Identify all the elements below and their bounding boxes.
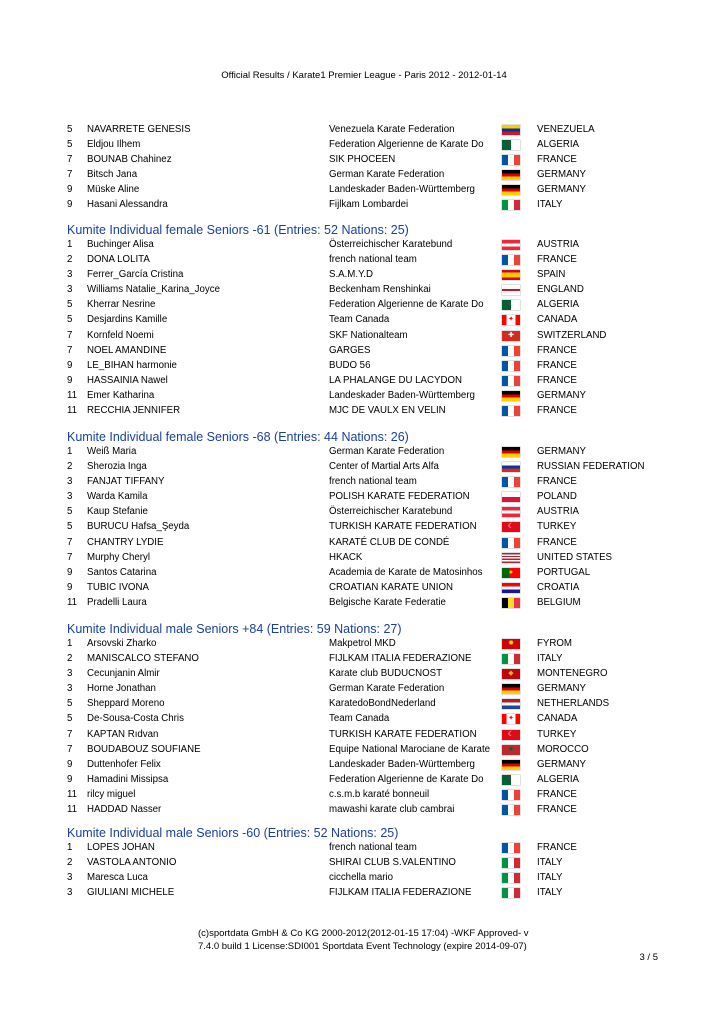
- algeria-flag-icon: ☾: [502, 140, 520, 150]
- rank-cell: 9: [67, 566, 73, 578]
- athlete-name: Sheppard Moreno: [87, 698, 165, 710]
- result-row: [67, 237, 667, 252]
- france-flag-icon: [502, 805, 520, 815]
- athlete-name: CHANTRY LYDIE: [87, 536, 164, 548]
- athlete-name: BOUNAB Chahinez: [87, 154, 172, 166]
- france-flag-icon: [502, 376, 520, 386]
- athlete-name: Santos Catarina: [87, 566, 157, 578]
- club-name: MJC DE VAULX EN VELIN: [329, 405, 446, 417]
- athlete-name: Pradelli Laura: [87, 596, 147, 608]
- rank-cell: 1: [67, 842, 73, 853]
- italy-flag-icon: [502, 858, 520, 868]
- country-name: ITALY: [537, 857, 563, 869]
- france-flag-icon: [502, 843, 520, 853]
- country-name: FRANCE: [537, 254, 577, 266]
- country-name: FRANCE: [537, 344, 577, 356]
- athlete-name: Horne Jonathan: [87, 683, 156, 695]
- result-row: [67, 772, 667, 787]
- france-flag-icon: [502, 361, 520, 371]
- club-name: c.s.m.b karaté bonneuil: [329, 788, 430, 800]
- rank-cell: 9: [67, 359, 73, 371]
- result-row: [67, 636, 667, 651]
- rank-cell: 7: [67, 344, 73, 356]
- switzerland-flag-icon: ✚: [502, 331, 520, 341]
- portugal-flag-icon: ●: [502, 568, 520, 578]
- athlete-name: NAVARRETE GENESIS: [87, 124, 191, 135]
- athlete-name: Arsovski Zharko: [87, 638, 157, 649]
- result-row: [67, 504, 667, 519]
- athlete-name: Eldjou Ilhem: [87, 139, 141, 151]
- athlete-name: Williams Natalie_Karina_Joyce: [87, 284, 220, 296]
- algeria-flag-icon: ☾: [502, 300, 520, 310]
- country-name: FRANCE: [537, 405, 577, 417]
- club-name: french national team: [329, 476, 417, 488]
- austria-flag-icon: [502, 240, 520, 250]
- results-section: [67, 826, 667, 900]
- result-row: [67, 297, 667, 312]
- result-row: [67, 373, 667, 388]
- results-section: [67, 122, 667, 213]
- club-name: Österreichischer Karatebund: [329, 239, 453, 250]
- athlete-name: Warda Kamila: [87, 491, 148, 503]
- club-name: Venezuela Karate Federation: [329, 124, 455, 135]
- rank-cell: 11: [67, 596, 78, 608]
- club-name: KaratedoBondNederland: [329, 698, 436, 710]
- club-name: Makpetrol MKD: [329, 638, 396, 649]
- club-name: TURKISH KARATE FEDERATION: [329, 521, 477, 533]
- results-section: [67, 622, 667, 817]
- country-name: CANADA: [537, 713, 578, 725]
- country-name: GERMANY: [537, 184, 586, 196]
- result-row: [67, 152, 667, 167]
- canada-flag-icon: ✦: [502, 714, 520, 724]
- athlete-name: rilcy miguel: [87, 788, 136, 800]
- country-name: FRANCE: [537, 804, 577, 816]
- montenegro-flag-icon: ◆: [502, 669, 520, 679]
- country-name: AUSTRIA: [537, 239, 579, 250]
- rank-cell: 3: [67, 491, 73, 503]
- club-name: french national team: [329, 842, 417, 853]
- fyrom-flag-icon: ✹: [502, 639, 520, 649]
- club-name: cicchella mario: [329, 872, 394, 884]
- result-row: [67, 651, 667, 666]
- athlete-name: HADDAD Nasser: [87, 804, 162, 816]
- athlete-name: MANISCALCO STEFANO: [87, 653, 199, 665]
- rank-cell: 1: [67, 239, 73, 250]
- club-name: Federation Algerienne de Karate Do: [329, 773, 484, 785]
- spain-flag-icon: [502, 270, 520, 280]
- rank-cell: 2: [67, 254, 73, 266]
- country-name: CANADA: [537, 314, 578, 326]
- country-name: FRANCE: [537, 154, 577, 166]
- france-flag-icon: [502, 255, 520, 265]
- athlete-name: Desjardins Kamille: [87, 314, 168, 326]
- rank-cell: 9: [67, 199, 73, 211]
- athlete-name: Kherrar Nesrine: [87, 299, 156, 311]
- result-row: [67, 802, 667, 817]
- england-flag-icon: [502, 285, 520, 295]
- result-row: [67, 840, 667, 855]
- country-name: NETHERLANDS: [537, 698, 610, 710]
- club-name: SKF Nationalteam: [329, 329, 408, 341]
- country-name: FRANCE: [537, 536, 577, 548]
- country-name: ITALY: [537, 199, 563, 211]
- france-flag-icon: [502, 406, 520, 416]
- rank-cell: 9: [67, 581, 73, 593]
- footer-line-2: 7.4.0 build 1 License:SDI001 Sportdata Event Technology (expire 2014-09-07): [198, 941, 527, 952]
- result-row: [67, 696, 667, 711]
- result-row: [67, 312, 667, 327]
- result-row: [67, 595, 667, 610]
- germany-flag-icon: [502, 760, 520, 770]
- athlete-name: Sherozia Inga: [87, 461, 147, 473]
- rank-cell: 1: [67, 638, 73, 649]
- country-name: MONTENEGRO: [537, 668, 608, 680]
- club-name: BUDO 56: [329, 359, 371, 371]
- rank-cell: 2: [67, 653, 73, 665]
- usa-flag-icon: [502, 553, 520, 563]
- club-name: SIK PHOCEEN: [329, 154, 396, 166]
- result-row: [67, 489, 667, 504]
- result-row: [67, 474, 667, 489]
- club-name: German Karate Federation: [329, 683, 445, 695]
- country-name: ITALY: [537, 872, 563, 884]
- athlete-name: BOUDABOUZ SOUFIANE: [87, 743, 201, 755]
- france-flag-icon: [502, 155, 520, 165]
- rank-cell: 9: [67, 758, 73, 770]
- club-name: Beckenham Renshinkai: [329, 284, 431, 296]
- result-row: [67, 535, 667, 550]
- country-name: ALGERIA: [537, 773, 579, 785]
- result-row: [67, 870, 667, 885]
- country-name: MOROCCO: [537, 743, 589, 755]
- rank-cell: 3: [67, 269, 73, 281]
- athlete-name: Duttenhofer Felix: [87, 758, 161, 770]
- club-name: Academia de Karate de Matosinhos: [329, 566, 483, 578]
- result-row: [67, 666, 667, 681]
- club-name: German Karate Federation: [329, 446, 445, 457]
- result-row: [67, 122, 667, 137]
- country-name: RUSSIAN FEDERATION: [537, 461, 645, 473]
- athlete-name: Hamadini Missipsa: [87, 773, 169, 785]
- country-name: FRANCE: [537, 374, 577, 386]
- athlete-name: LOPES JOHAN: [87, 842, 155, 853]
- country-name: SWITZERLAND: [537, 329, 607, 341]
- rank-cell: 3: [67, 284, 73, 296]
- club-name: mawashi karate club cambrai: [329, 804, 455, 816]
- club-name: German Karate Federation: [329, 169, 445, 181]
- club-name: french national team: [329, 254, 417, 266]
- italy-flag-icon: [502, 873, 520, 883]
- country-name: GERMANY: [537, 683, 586, 695]
- rank-cell: 3: [67, 683, 73, 695]
- france-flag-icon: [502, 790, 520, 800]
- athlete-name: De-Sousa-Costa Chris: [87, 713, 184, 725]
- country-name: ALGERIA: [537, 299, 579, 311]
- club-name: Belgische Karate Federatie: [329, 596, 446, 608]
- rank-cell: 3: [67, 668, 73, 680]
- rank-cell: 7: [67, 743, 73, 755]
- result-row: [67, 519, 667, 534]
- result-row: [67, 267, 667, 282]
- country-name: FYROM: [537, 638, 572, 649]
- country-name: FRANCE: [537, 359, 577, 371]
- result-row: [67, 681, 667, 696]
- page-number: 3 / 5: [639, 952, 658, 963]
- rank-cell: 5: [67, 506, 73, 518]
- athlete-name: Müske Aline: [87, 184, 140, 196]
- turkey-flag-icon: ☾: [502, 730, 520, 740]
- country-name: AUSTRIA: [537, 506, 579, 518]
- result-row: [67, 388, 667, 403]
- italy-flag-icon: [502, 200, 520, 210]
- morocco-flag-icon: ★: [502, 745, 520, 755]
- result-row: [67, 885, 667, 900]
- footer-line-1: (c)sportdata GmbH & Co KG 2000-2012(2012-01-15 17:04) -WKF Approved- v: [198, 928, 529, 939]
- club-name: Fijlkam Lombardei: [329, 199, 409, 211]
- germany-flag-icon: [502, 185, 520, 195]
- canada-flag-icon: ✦: [502, 315, 520, 325]
- rank-cell: 11: [67, 788, 78, 800]
- athlete-name: BURUCU Hafsa_Şeyda: [87, 521, 190, 533]
- rank-cell: 1: [67, 446, 73, 457]
- country-name: FRANCE: [537, 842, 577, 853]
- france-flag-icon: [502, 538, 520, 548]
- germany-flag-icon: [502, 447, 520, 457]
- country-name: POLAND: [537, 491, 577, 503]
- athlete-name: Kornfeld Noemi: [87, 329, 154, 341]
- rank-cell: 9: [67, 773, 73, 785]
- rank-cell: 2: [67, 857, 73, 869]
- germany-flag-icon: [502, 684, 520, 694]
- rank-cell: 5: [67, 713, 73, 725]
- athlete-name: TUBIC IVONA: [87, 581, 149, 593]
- club-name: SHIRAI CLUB S.VALENTINO: [329, 857, 456, 869]
- result-row: [67, 444, 667, 459]
- club-name: Österreichischer Karatebund: [329, 506, 453, 518]
- club-name: FIJLKAM ITALIA FEDERAZIONE: [329, 653, 472, 665]
- rank-cell: 3: [67, 887, 73, 899]
- country-name: GERMANY: [537, 389, 586, 401]
- country-name: TURKEY: [537, 728, 577, 740]
- country-name: FRANCE: [537, 476, 577, 488]
- result-row: [67, 358, 667, 373]
- athlete-name: HASSAINIA Nawel: [87, 374, 168, 386]
- athlete-name: LE_BIHAN harmonie: [87, 359, 177, 371]
- club-name: Federation Algerienne de Karate Do: [329, 139, 484, 151]
- result-row: [67, 727, 667, 742]
- section-title: Kumite Individual male Seniors -60 (Entries: 52 Nations: 25): [67, 826, 399, 840]
- club-name: TURKISH KARATE FEDERATION: [329, 728, 477, 740]
- athlete-name: VASTOLA ANTONIO: [87, 857, 177, 869]
- country-name: GERMANY: [537, 446, 586, 457]
- club-name: HKACK: [329, 551, 363, 563]
- country-name: PORTUGAL: [537, 566, 591, 578]
- result-row: [67, 328, 667, 343]
- result-row: [67, 167, 667, 182]
- result-row: [67, 252, 667, 267]
- result-row: [67, 550, 667, 565]
- athlete-name: DONA LOLITA: [87, 254, 150, 266]
- result-row: [67, 565, 667, 580]
- poland-flag-icon: [502, 492, 520, 502]
- country-name: VENEZUELA: [537, 124, 595, 135]
- rank-cell: 11: [67, 804, 78, 816]
- country-name: SPAIN: [537, 269, 566, 281]
- country-name: TURKEY: [537, 521, 577, 533]
- result-row: [67, 459, 667, 474]
- athlete-name: KAPTAN Rıdvan: [87, 728, 159, 740]
- result-row: [67, 757, 667, 772]
- country-name: ITALY: [537, 653, 563, 665]
- france-flag-icon: [502, 477, 520, 487]
- club-name: Equipe National Marociane de Karate: [329, 743, 491, 755]
- club-name: Landeskader Baden-Württemberg: [329, 389, 475, 401]
- club-name: Center of Martial Arts Alfa: [329, 461, 439, 473]
- athlete-name: Bitsch Jana: [87, 169, 138, 181]
- rank-cell: 5: [67, 139, 73, 151]
- rank-cell: 2: [67, 461, 73, 473]
- rank-cell: 5: [67, 521, 73, 533]
- rank-cell: 7: [67, 551, 73, 563]
- rank-cell: 5: [67, 299, 73, 311]
- rank-cell: 5: [67, 698, 73, 710]
- section-title: Kumite Individual female Seniors -61 (Entries: 52 Nations: 25): [67, 223, 409, 237]
- section-title: Kumite Individual female Seniors -68 (Entries: 44 Nations: 26): [67, 430, 409, 444]
- rank-cell: 7: [67, 728, 73, 740]
- result-row: [67, 711, 667, 726]
- result-row: [67, 182, 667, 197]
- club-name: POLISH KARATE FEDERATION: [329, 491, 470, 503]
- result-row: [67, 137, 667, 152]
- rank-cell: 11: [67, 405, 78, 417]
- athlete-name: Emer Katharina: [87, 389, 155, 401]
- athlete-name: RECCHIA JENNIFER: [87, 405, 181, 417]
- rank-cell: 3: [67, 872, 73, 884]
- results-section: [67, 430, 667, 610]
- footer: [198, 927, 529, 953]
- club-name: CROATIAN KARATE UNION: [329, 581, 453, 593]
- croatia-flag-icon: [502, 583, 520, 593]
- rank-cell: 5: [67, 314, 73, 326]
- germany-flag-icon: [502, 391, 520, 401]
- club-name: Karate club BUDUCNOST: [329, 668, 443, 680]
- athlete-name: GIULIANI MICHELE: [87, 887, 175, 899]
- country-name: ITALY: [537, 887, 563, 899]
- country-name: CROATIA: [537, 581, 580, 593]
- athlete-name: FANJAT TIFFANY: [87, 476, 165, 488]
- athlete-name: Maresca Luca: [87, 872, 148, 884]
- athlete-name: Ferrer_García Cristina: [87, 269, 184, 281]
- rank-cell: 7: [67, 329, 73, 341]
- germany-flag-icon: [502, 170, 520, 180]
- rank-cell: 7: [67, 169, 73, 181]
- rank-cell: 7: [67, 154, 73, 166]
- country-name: FRANCE: [537, 788, 577, 800]
- france-flag-icon: [502, 346, 520, 356]
- country-name: ALGERIA: [537, 139, 579, 151]
- athlete-name: Hasani Alessandra: [87, 199, 168, 211]
- result-row: [67, 855, 667, 870]
- athlete-name: Cecunjanin Almir: [87, 668, 160, 680]
- club-name: GARGES: [329, 344, 371, 356]
- club-name: Team Canada: [329, 713, 390, 725]
- athlete-name: NOEL AMANDINE: [87, 344, 167, 356]
- result-row: [67, 282, 667, 297]
- athlete-name: Kaup Stefanie: [87, 506, 148, 518]
- italy-flag-icon: [502, 654, 520, 664]
- rank-cell: 9: [67, 374, 73, 386]
- club-name: Landeskader Baden-Württemberg: [329, 184, 475, 196]
- rank-cell: 9: [67, 184, 73, 196]
- club-name: Landeskader Baden-Württemberg: [329, 758, 475, 770]
- austria-flag-icon: [502, 507, 520, 517]
- section-title: Kumite Individual male Seniors +84 (Entries: 59 Nations: 27): [67, 622, 402, 636]
- club-name: S.A.M.Y.D: [329, 269, 373, 281]
- club-name: Federation Algerienne de Karate Do: [329, 299, 484, 311]
- belgium-flag-icon: [502, 598, 520, 608]
- rank-cell: 7: [67, 536, 73, 548]
- club-name: Team Canada: [329, 314, 390, 326]
- result-row: [67, 343, 667, 358]
- result-row: [67, 580, 667, 595]
- country-name: GERMANY: [537, 758, 586, 770]
- athlete-name: Murphy Cheryl: [87, 551, 150, 563]
- country-name: ENGLAND: [537, 284, 584, 296]
- result-row: [67, 742, 667, 757]
- result-row: [67, 403, 667, 418]
- athlete-name: Weiß Maria: [87, 446, 137, 457]
- club-name: LA PHALANGE DU LACYDON: [329, 374, 462, 386]
- turkey-flag-icon: ☾: [502, 522, 520, 532]
- venezuela-flag-icon: [502, 125, 520, 135]
- rank-cell: 3: [67, 476, 73, 488]
- result-row: [67, 787, 667, 802]
- russia-flag-icon: [502, 462, 520, 472]
- country-name: GERMANY: [537, 169, 586, 181]
- rank-cell: 5: [67, 124, 73, 135]
- athlete-name: Buchinger Alisa: [87, 239, 154, 250]
- rank-cell: 11: [67, 389, 78, 401]
- algeria-flag-icon: ☾: [502, 775, 520, 785]
- italy-flag-icon: [502, 888, 520, 898]
- club-name: FIJLKAM ITALIA FEDERAZIONE: [329, 887, 472, 899]
- country-name: BELGIUM: [537, 596, 581, 608]
- country-name: UNITED STATES: [537, 551, 612, 563]
- netherlands-flag-icon: [502, 699, 520, 709]
- results-section: [67, 223, 667, 418]
- document-header: Official Results / Karate1 Premier League - Paris 2012 - 2012-01-14: [221, 70, 507, 81]
- result-row: [67, 197, 667, 212]
- club-name: KARATÉ CLUB DE CONDÉ: [329, 536, 450, 548]
